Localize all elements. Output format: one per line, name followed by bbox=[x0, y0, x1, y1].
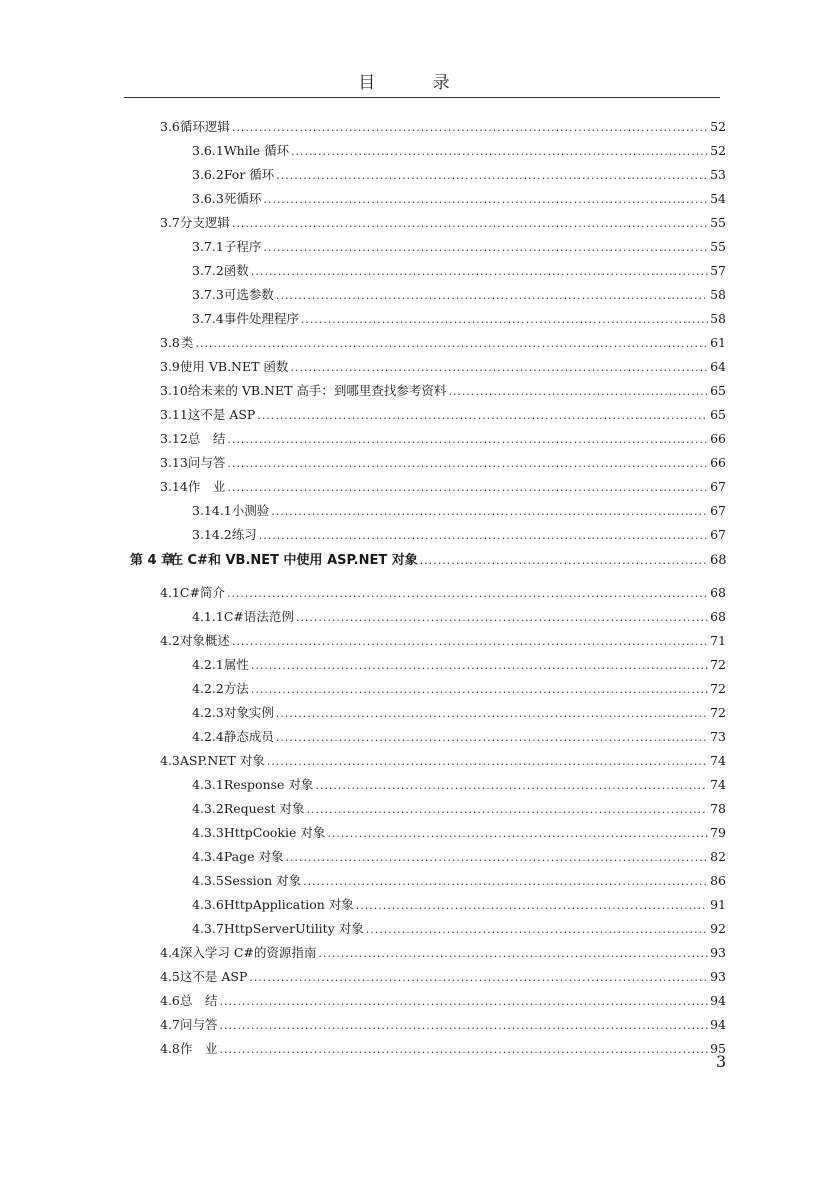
toc-entry-page: 65 bbox=[710, 383, 726, 398]
toc-entry-title: HttpServerUtility 对象 bbox=[223, 921, 364, 936]
toc-entry-page: 52 bbox=[710, 119, 726, 134]
toc-entry-page: 73 bbox=[710, 729, 726, 744]
toc-entry-number: 4.3 bbox=[160, 753, 180, 768]
page-number: 3 bbox=[716, 1052, 727, 1071]
toc-entry bbox=[160, 631, 726, 651]
dot-leader bbox=[263, 190, 708, 210]
toc-entry bbox=[192, 189, 726, 209]
toc-entry-title: 问与答 bbox=[179, 1017, 218, 1032]
dot-leader bbox=[271, 502, 708, 522]
toc-entry bbox=[160, 583, 726, 603]
toc-entry-title: 练习 bbox=[231, 527, 257, 542]
toc-entry-title: ASP.NET 对象 bbox=[179, 753, 265, 768]
dot-leader bbox=[290, 358, 708, 378]
toc-entry-page: 65 bbox=[710, 407, 726, 422]
dot-leader bbox=[356, 896, 708, 916]
toc-entry bbox=[192, 847, 726, 867]
toc-entry-page: 93 bbox=[710, 945, 726, 960]
toc-entry bbox=[160, 453, 726, 473]
toc-entry-page: 58 bbox=[710, 311, 726, 326]
dot-leader bbox=[276, 166, 708, 186]
toc-entry-title: 死循环 bbox=[223, 191, 262, 206]
dot-leader bbox=[315, 776, 708, 796]
toc-entry bbox=[192, 525, 726, 545]
toc-entry-title: 小测验 bbox=[231, 503, 270, 518]
toc-entry-number: 3.7.3 bbox=[192, 287, 224, 302]
toc-entry-page: 55 bbox=[710, 239, 726, 254]
toc-entry-number: 3.14.1 bbox=[192, 503, 232, 518]
dot-leader bbox=[249, 968, 708, 988]
toc-entry-page: 68 bbox=[710, 585, 726, 600]
toc-entry-number: 3.6 bbox=[160, 119, 180, 134]
toc-entry-title: Session 对象 bbox=[223, 873, 302, 888]
dot-leader bbox=[227, 454, 708, 474]
dot-leader bbox=[259, 526, 708, 546]
toc-entry bbox=[192, 141, 726, 161]
toc-entry bbox=[192, 237, 726, 257]
toc-entry-title: 深入学习 C#的资源指南 bbox=[179, 945, 317, 960]
toc-entry bbox=[160, 333, 726, 353]
dot-leader bbox=[301, 310, 708, 330]
toc-entry bbox=[160, 429, 726, 449]
toc-entry-number: 第 4 章 bbox=[130, 553, 175, 568]
toc-entry bbox=[160, 117, 726, 137]
toc-entry-number: 3.14 bbox=[160, 479, 188, 494]
toc-entry-number: 4.3.2 bbox=[192, 801, 224, 816]
toc-entry-page: 67 bbox=[710, 527, 726, 542]
toc-entry-page: 86 bbox=[710, 873, 726, 888]
toc-entry-number: 3.6.1 bbox=[192, 143, 224, 158]
toc-entry-title: 使用 VB.NET 函数 bbox=[179, 359, 289, 374]
dot-leader bbox=[232, 118, 708, 138]
dot-leader bbox=[276, 704, 708, 724]
toc-entry-page: 61 bbox=[710, 335, 726, 350]
toc-entry-page: 94 bbox=[710, 993, 726, 1008]
dot-leader bbox=[232, 214, 708, 234]
toc-entry-number: 3.10 bbox=[160, 383, 188, 398]
toc-entry-number: 3.9 bbox=[160, 359, 180, 374]
toc-entry-number: 3.13 bbox=[160, 455, 188, 470]
dot-leader bbox=[267, 752, 708, 772]
toc-entry-number: 4.2.3 bbox=[192, 705, 224, 720]
toc-entry-page: 91 bbox=[710, 897, 726, 912]
toc-entry-number: 3.7 bbox=[160, 215, 180, 230]
dot-leader bbox=[420, 551, 708, 571]
toc-entry bbox=[160, 1015, 726, 1035]
toc-entry-title: 事件处理程序 bbox=[223, 311, 299, 326]
toc-entry-number: 4.3.1 bbox=[192, 777, 224, 792]
toc-entry-number: 3.7.4 bbox=[192, 311, 224, 326]
toc-entry-page: 72 bbox=[710, 681, 726, 696]
dot-leader bbox=[227, 430, 708, 450]
toc-entry-page: 67 bbox=[710, 503, 726, 518]
toc-entry-page: 68 bbox=[710, 553, 727, 568]
dot-leader bbox=[219, 992, 708, 1012]
dot-leader bbox=[306, 800, 708, 820]
toc-entry-number: 3.11 bbox=[160, 407, 188, 422]
toc-entry-number: 4.3.6 bbox=[192, 897, 224, 912]
toc-entry-title: While 循环 bbox=[223, 143, 290, 158]
toc-entry-number: 4.7 bbox=[160, 1017, 180, 1032]
toc-entry-title: 属性 bbox=[223, 657, 249, 672]
toc-entry-title: Page 对象 bbox=[223, 849, 284, 864]
toc-entry-title: 这不是 ASP bbox=[187, 407, 256, 422]
toc-entry-number: 3.12 bbox=[160, 431, 188, 446]
dot-leader bbox=[219, 1016, 708, 1036]
toc-entry-page: 67 bbox=[710, 479, 726, 494]
toc-entry bbox=[192, 823, 726, 843]
toc-entry bbox=[160, 943, 726, 963]
toc-entry-title: C#简介 bbox=[179, 585, 225, 600]
toc-entry-page: 92 bbox=[710, 921, 726, 936]
page-header-title: 目 录 bbox=[358, 73, 476, 93]
toc-entry-title: 总 结 bbox=[187, 431, 226, 446]
toc-entry-number: 4.2.2 bbox=[192, 681, 224, 696]
toc-entry-title: 类 bbox=[180, 335, 194, 350]
toc-entry-number: 4.6 bbox=[160, 993, 180, 1008]
toc-entry-page: 93 bbox=[710, 969, 726, 984]
dot-leader bbox=[251, 262, 708, 282]
toc-entry-number: 3.8 bbox=[160, 335, 180, 350]
toc-entry bbox=[192, 309, 726, 329]
toc-entry bbox=[160, 1039, 726, 1059]
toc-entry-page: 66 bbox=[710, 431, 726, 446]
toc-entry-title: For 循环 bbox=[223, 167, 275, 182]
toc-entry bbox=[160, 967, 726, 987]
toc-entry bbox=[160, 751, 726, 771]
toc-entry-title: 总 结 bbox=[179, 993, 218, 1008]
toc-entry-number: 4.2 bbox=[160, 633, 180, 648]
toc-entry-page: 74 bbox=[710, 777, 726, 792]
toc-entry-number: 3.7.2 bbox=[192, 263, 224, 278]
toc-entry-title: HttpApplication 对象 bbox=[223, 897, 354, 912]
dot-leader bbox=[227, 584, 708, 604]
dot-leader bbox=[276, 728, 708, 748]
toc-entry bbox=[192, 775, 726, 795]
toc-entry bbox=[192, 655, 726, 675]
toc-entry bbox=[192, 165, 726, 185]
toc-entry-number: 4.5 bbox=[160, 969, 180, 984]
dot-leader bbox=[232, 632, 708, 652]
toc-entry-page: 55 bbox=[710, 215, 726, 230]
toc-chapter-entry bbox=[130, 551, 726, 571]
toc-entry-page: 95 bbox=[710, 1041, 726, 1056]
dot-leader bbox=[291, 142, 708, 162]
toc-entry bbox=[192, 799, 726, 819]
toc-entry-page: 78 bbox=[710, 801, 726, 816]
toc-entry-title: 问与答 bbox=[187, 455, 226, 470]
toc-entry-number: 3.6.2 bbox=[192, 167, 224, 182]
toc-entry-page: 79 bbox=[710, 825, 726, 840]
toc-entry-page: 71 bbox=[710, 633, 726, 648]
dot-leader bbox=[195, 334, 708, 354]
toc-entry-title: 作 业 bbox=[187, 479, 226, 494]
toc-entry bbox=[192, 871, 726, 891]
toc-entry-title: 这不是 ASP bbox=[179, 969, 248, 984]
toc-entry-title: 可选参数 bbox=[223, 287, 274, 302]
toc-entry-number: 4.3.5 bbox=[192, 873, 224, 888]
toc-entry-title: 给未来的 VB.NET 高手：到哪里查找参考资料 bbox=[187, 383, 447, 398]
toc-entry-title: 作 业 bbox=[179, 1041, 218, 1056]
toc-entry-number: 4.3.4 bbox=[192, 849, 224, 864]
toc-entry bbox=[192, 703, 726, 723]
toc-entry bbox=[192, 607, 726, 627]
toc-entry bbox=[160, 381, 726, 401]
toc-entry-page: 72 bbox=[710, 705, 726, 720]
dot-leader bbox=[303, 872, 708, 892]
toc-entry-title: 函数 bbox=[223, 263, 249, 278]
toc-entry-number: 4.2.1 bbox=[192, 657, 224, 672]
toc-entry bbox=[192, 919, 726, 939]
toc-entry-page: 94 bbox=[710, 1017, 726, 1032]
toc-entry bbox=[192, 501, 726, 521]
dot-leader bbox=[448, 382, 708, 402]
toc-entry bbox=[192, 261, 726, 281]
toc-entry-number: 3.6.3 bbox=[192, 191, 224, 206]
toc-entry-number: 4.8 bbox=[160, 1041, 180, 1056]
toc-entry-number: 4.3.7 bbox=[192, 921, 224, 936]
toc-entry bbox=[192, 895, 726, 915]
toc-entry-number: 4.2.4 bbox=[192, 729, 224, 744]
toc-entry bbox=[160, 991, 726, 1011]
dot-leader bbox=[227, 478, 708, 498]
dot-leader bbox=[296, 608, 708, 628]
toc-entry-title: 方法 bbox=[223, 681, 249, 696]
dot-leader bbox=[251, 656, 708, 676]
dot-leader bbox=[257, 406, 708, 426]
toc-entry bbox=[160, 213, 726, 233]
dot-leader bbox=[318, 944, 708, 964]
toc-entry-number: 4.3.3 bbox=[192, 825, 224, 840]
toc-entry-page: 66 bbox=[710, 455, 726, 470]
toc-entry-title: Response 对象 bbox=[223, 777, 314, 792]
toc-entry bbox=[192, 679, 726, 699]
toc-entry-title: 静态成员 bbox=[223, 729, 274, 744]
toc-entry-title: 循环逻辑 bbox=[179, 119, 230, 134]
toc-entry bbox=[192, 285, 726, 305]
toc-entry bbox=[160, 405, 726, 425]
toc-entry-title: C#语法范例 bbox=[223, 609, 294, 624]
toc-entry-page: 64 bbox=[710, 359, 726, 374]
dot-leader bbox=[366, 920, 708, 940]
dot-leader bbox=[327, 824, 708, 844]
dot-leader bbox=[219, 1040, 708, 1060]
toc-entry-page: 58 bbox=[710, 287, 726, 302]
toc-entry-page: 57 bbox=[710, 263, 726, 278]
toc-entry-title: 分支逻辑 bbox=[179, 215, 230, 230]
toc-entry-page: 52 bbox=[710, 143, 726, 158]
toc-entry-page: 68 bbox=[710, 609, 726, 624]
toc-entry-title: 对象实例 bbox=[223, 705, 274, 720]
toc-entry-page: 54 bbox=[710, 191, 726, 206]
toc-entry-number: 4.4 bbox=[160, 945, 180, 960]
dot-leader bbox=[276, 286, 708, 306]
dot-leader bbox=[286, 848, 709, 868]
toc-entry-title: HttpCookie 对象 bbox=[223, 825, 326, 840]
toc-entry bbox=[160, 477, 726, 497]
dot-leader bbox=[263, 238, 708, 258]
toc-entry-number: 3.14.2 bbox=[192, 527, 232, 542]
toc-entry-title: 子程序 bbox=[223, 239, 262, 254]
toc-entry-page: 72 bbox=[710, 657, 726, 672]
toc-entry-title: Request 对象 bbox=[223, 801, 305, 816]
toc-entry-page: 82 bbox=[710, 849, 726, 864]
toc-entry bbox=[160, 357, 726, 377]
toc-entry-page: 53 bbox=[710, 167, 726, 182]
toc-entry-title: 对象概述 bbox=[179, 633, 230, 648]
toc-entry bbox=[192, 727, 726, 747]
toc-entry-number: 4.1.1 bbox=[192, 609, 224, 624]
toc-entry-page: 74 bbox=[710, 753, 726, 768]
toc-entry-title: 在 C#和 VB.NET 中使用 ASP.NET 对象 bbox=[170, 553, 418, 568]
toc-entry-number: 4.1 bbox=[160, 585, 180, 600]
toc-entry-number: 3.7.1 bbox=[192, 239, 224, 254]
dot-leader bbox=[251, 680, 708, 700]
